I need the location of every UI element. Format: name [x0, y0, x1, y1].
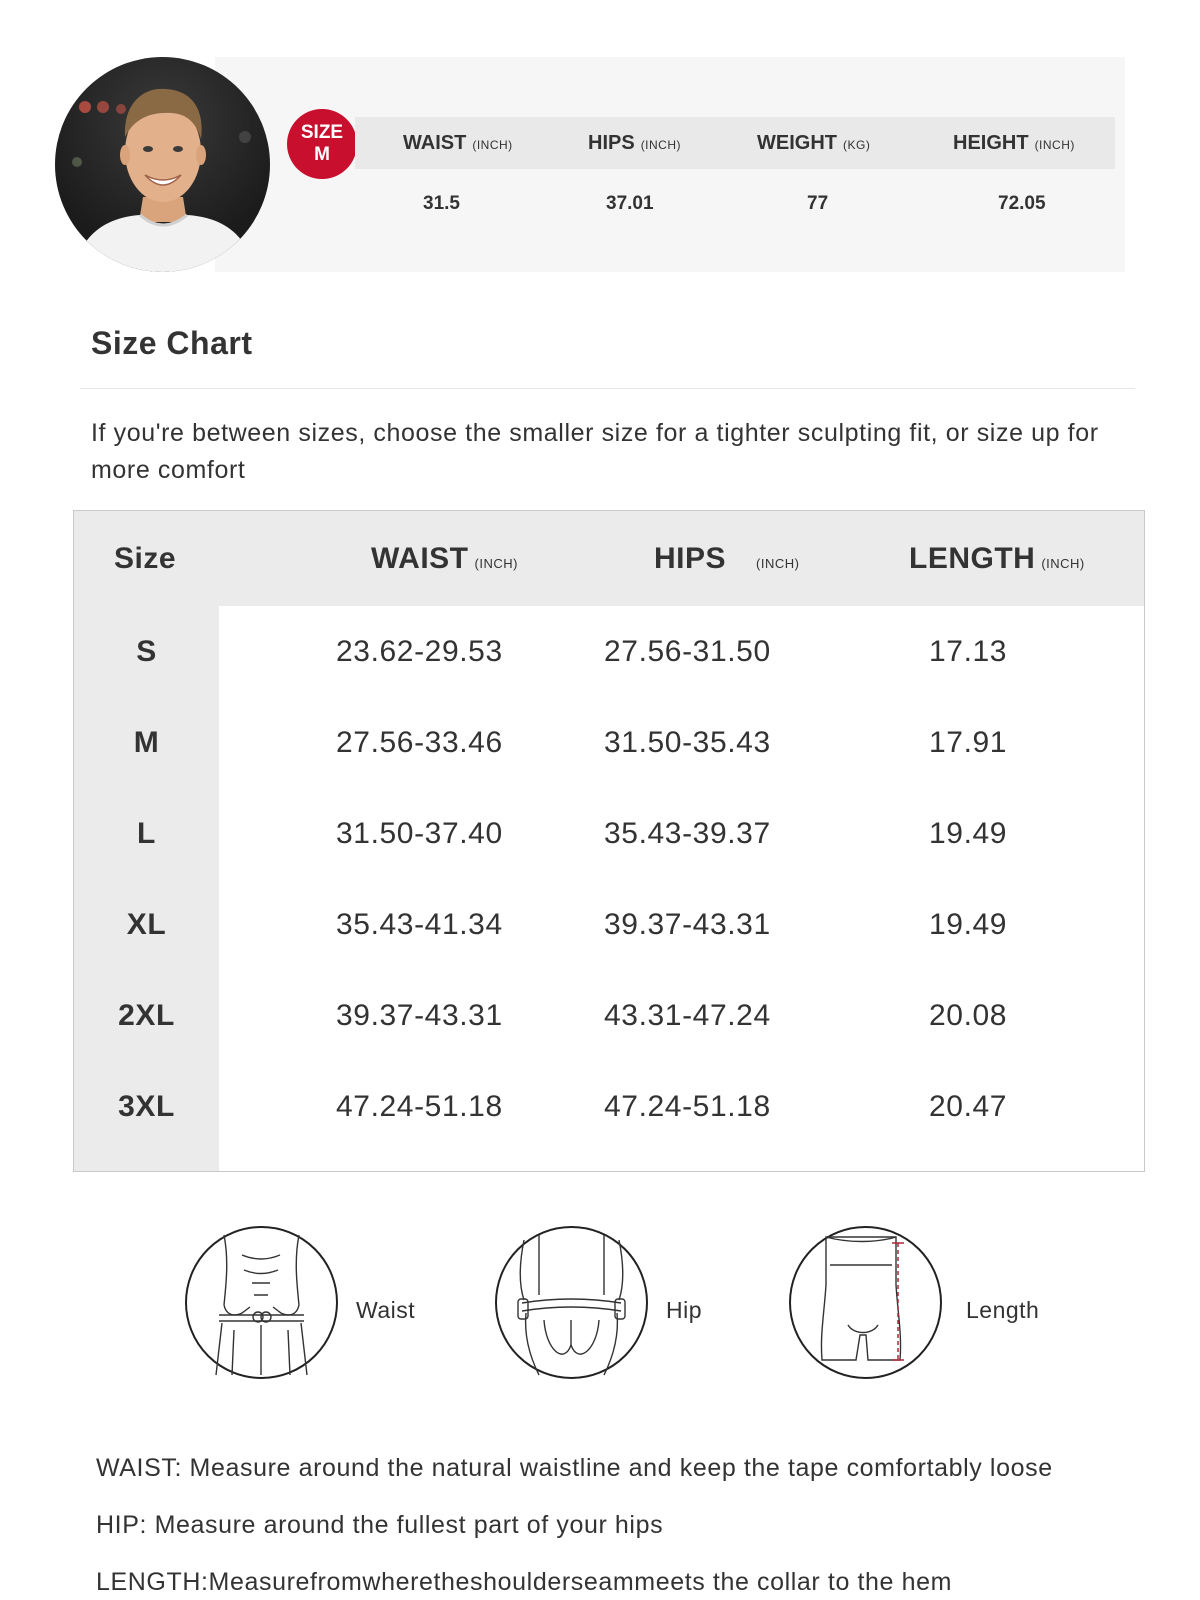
length-measure-icon: [788, 1225, 943, 1380]
waist-cell: 35.43-41.34: [336, 908, 503, 941]
size-chart-title: Size Chart: [91, 325, 253, 361]
header-waist: [371, 511, 518, 606]
header-label: HIPS: [588, 132, 635, 154]
model-header-waist: [403, 117, 513, 169]
header-unit: (INCH): [472, 138, 513, 152]
hips-cell: 31.50-35.43: [604, 726, 771, 759]
hip-illustration: [494, 1225, 649, 1380]
size-cell: S: [136, 635, 157, 668]
model-value-weight: 77: [807, 193, 829, 214]
length-cell: 20.47: [929, 1090, 1008, 1123]
size-cell: XL: [126, 908, 167, 941]
column-unit: (INCH): [1041, 556, 1085, 571]
model-value-waist: 31.5: [423, 193, 460, 214]
waist-measure-icon: [184, 1225, 339, 1380]
header-unit: (KG): [843, 138, 871, 152]
fit-note: If you're between sizes, choose the smaller size for a tighter sculpting fit, or size up for more comfort: [91, 419, 1099, 484]
title-divider: [80, 388, 1135, 389]
waist-instruction: WAIST: Measure around the natural waistline and keep the tape comfortably loose: [96, 1454, 1053, 1482]
length-illustration: [788, 1225, 943, 1380]
length-cell: 19.49: [929, 817, 1008, 850]
column-unit: (INCH): [756, 556, 800, 571]
size-cell: M: [133, 726, 160, 759]
waist-cell: 47.24-51.18: [336, 1090, 503, 1123]
table-row: [74, 970, 1144, 1061]
size-cell: L: [137, 817, 156, 850]
hips-cell: 27.56-31.50: [604, 635, 771, 668]
hip-illustration-label: Hip: [666, 1297, 703, 1323]
header-unit: (INCH): [640, 138, 682, 152]
column-label: WAIST: [371, 542, 469, 575]
hip-instruction: HIP: Measure around the fullest part of your hips: [96, 1511, 664, 1539]
hips-cell: 39.37-43.31: [604, 908, 771, 941]
size-cell: 2XL: [118, 999, 175, 1032]
length-cell: 19.49: [929, 908, 1008, 941]
model-value-height: 72.05: [998, 193, 1046, 214]
header-length: [909, 511, 1085, 606]
model-header-weight: [757, 117, 870, 169]
table-row: [74, 788, 1144, 879]
header-hips: [654, 511, 799, 606]
model-card: [55, 57, 1125, 272]
header-label: WAIST: [403, 132, 467, 154]
length-illustration-label: Length: [966, 1297, 1040, 1323]
waist-cell: 39.37-43.31: [336, 999, 503, 1032]
header-label: WEIGHT: [757, 132, 837, 154]
hips-cell: 47.24-51.18: [604, 1090, 771, 1123]
size-badge-value: M: [314, 144, 330, 165]
length-cell: 17.13: [929, 635, 1008, 668]
size-badge-label: SIZE: [300, 122, 344, 143]
waist-cell: 31.50-37.40: [336, 817, 503, 850]
header-label: HEIGHT: [953, 132, 1029, 154]
size-cell: 3XL: [118, 1090, 175, 1123]
hips-cell: 43.31-47.24: [604, 999, 771, 1032]
waist-cell: 27.56-33.46: [336, 726, 503, 759]
header-unit: (INCH): [1034, 138, 1075, 152]
table-row: [74, 1061, 1144, 1152]
size-table: [73, 510, 1145, 1172]
model-header-hips: [588, 117, 681, 169]
model-header-height: [953, 117, 1075, 169]
length-instruction: LENGTH:Measurefromwheretheshoulderseammeets the collar to the hem: [96, 1568, 953, 1596]
header-size: Size: [114, 542, 177, 575]
table-row: [74, 697, 1144, 788]
column-label: HIPS: [654, 542, 727, 575]
waist-illustration: [184, 1225, 339, 1380]
model-measure-header: [355, 117, 1115, 169]
hips-cell: 35.43-39.37: [604, 817, 771, 850]
model-avatar: [55, 57, 270, 272]
table-row: [74, 606, 1144, 697]
table-header: [74, 511, 1144, 606]
length-cell: 20.08: [929, 999, 1008, 1032]
waist-illustration-label: Waist: [356, 1297, 416, 1323]
column-unit: (INCH): [474, 556, 518, 571]
model-value-hips: 37.01: [606, 193, 654, 214]
model-photo-icon: [55, 57, 270, 272]
table-row: [74, 879, 1144, 970]
waist-cell: 23.62-29.53: [336, 635, 503, 668]
model-size-badge: [287, 109, 357, 179]
column-label: LENGTH: [909, 542, 1036, 575]
hip-measure-icon: [494, 1225, 649, 1380]
length-cell: 17.91: [929, 726, 1008, 759]
